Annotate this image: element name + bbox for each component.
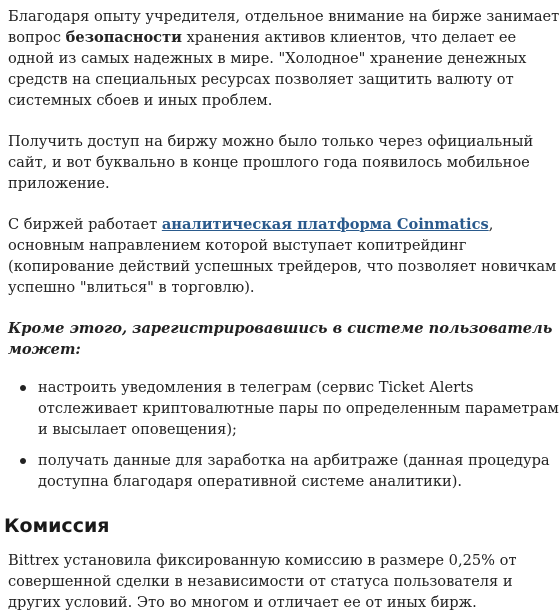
list-item — [38, 377, 560, 440]
list-item — [38, 450, 560, 492]
bullet-icon — [20, 458, 26, 464]
bullet-icon — [20, 385, 26, 391]
list-item-text: получать данные для заработка на арбитраже (данная процедура доступна благодаря оперативной системе аналитики). — [38, 452, 550, 490]
paragraph-features-intro: Кроме этого, зарегистрировавшись в системе пользователь может: — [8, 320, 553, 358]
security-emphasis: безопасности — [65, 29, 182, 46]
paragraph-security-text-start: Благодаря опыту учредителя, отдельное внимание на бирже занимает вопрос — [8, 8, 560, 46]
features-list — [8, 377, 560, 492]
paragraph-security-text-end: хранения активов клиентов, что делает ее одной из самых надежных в мире. "Холодное" хранение денежных средств на специальных ресурсах позволяет защитить валюту от системных сбоев и иных проблем. — [8, 29, 527, 109]
paragraph-commission: Bittrex установила фиксированную комиссию в размере 0,25% от совершенной сделки в независимости от статуса пользователя и других условий. Это во многом и отличает ее от иных бирж. — [8, 552, 517, 611]
paragraph-coinmatics — [8, 214, 560, 298]
paragraph-access: Получить доступ на биржу можно было только через официальный сайт, и вот буквально в конце прошлого года появилось мобильное приложение. — [8, 133, 534, 192]
paragraph-security — [8, 6, 560, 111]
section-heading-commission: Комиссия — [4, 515, 110, 537]
paragraph-coinmatics-text-start: С биржей работает — [8, 216, 162, 233]
list-item-text: настроить уведомления в телеграм (сервис Ticket Alerts отслеживает криптовалютные пары по определенным параметрам и высылает оповещения); — [38, 379, 559, 438]
paragraph-coinmatics-text-end: , основным направлением которой выступает копитрейдинг (копирование действий успешных трейдеров, что позволяет новичкам успешно "влиться" в торговлю). — [8, 216, 557, 296]
coinmatics-link[interactable]: аналитическая платформа Coinmatics — [161, 216, 489, 233]
